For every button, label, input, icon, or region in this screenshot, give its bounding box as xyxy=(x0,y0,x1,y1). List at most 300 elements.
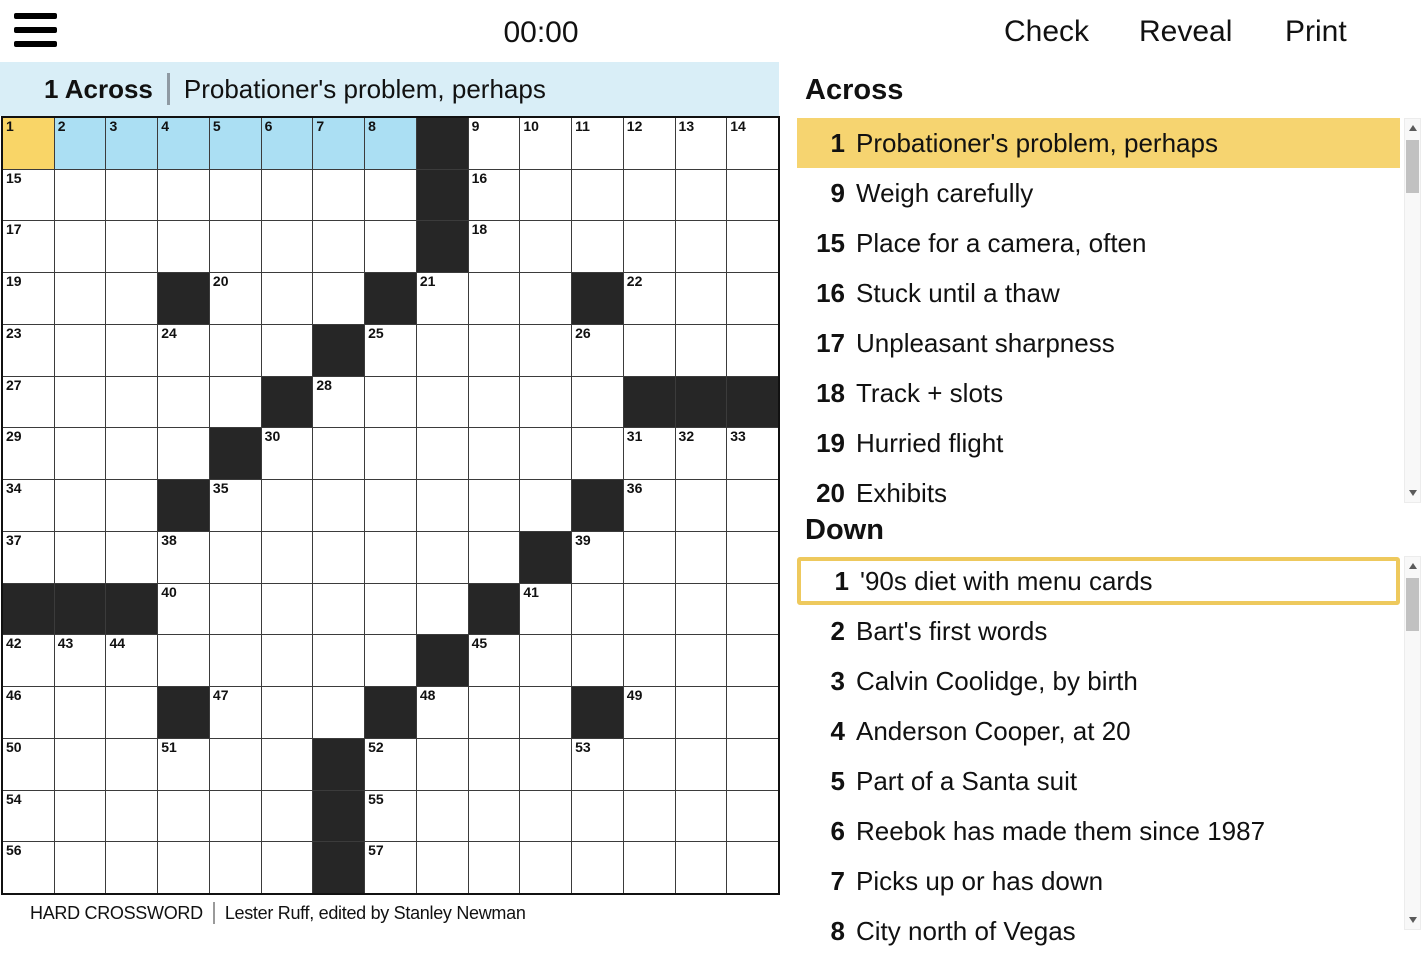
reveal-button[interactable]: Reveal xyxy=(1139,15,1233,48)
grid-cell-5-12[interactable] xyxy=(572,325,623,376)
cell-number: 32 xyxy=(678,428,695,445)
grid-cell-11-3[interactable] xyxy=(106,635,157,686)
scroll-up-icon[interactable] xyxy=(1405,558,1420,574)
grid-cell-6-1[interactable] xyxy=(3,377,54,428)
cell-number: 28 xyxy=(316,376,332,393)
grid-cell-1-7[interactable] xyxy=(313,118,364,169)
black-cell-2-9 xyxy=(417,170,468,221)
grid-cell-12-6[interactable] xyxy=(262,687,313,738)
clue-text: Stuck until a thaw xyxy=(856,277,1060,308)
clue-text: Reebok has made them since 1987 xyxy=(856,815,1266,846)
across-clue-19[interactable] xyxy=(797,418,1400,468)
grid-cell-7-7[interactable] xyxy=(313,428,364,479)
clue-number: 16 xyxy=(816,277,845,308)
clue-number: 17 xyxy=(816,327,845,358)
cell-number: 16 xyxy=(471,169,488,186)
grid-cell-2-11[interactable] xyxy=(520,170,571,221)
grid-cell-9-5[interactable] xyxy=(210,532,261,583)
check-button[interactable]: Check xyxy=(1004,15,1090,48)
cell-number: 27 xyxy=(6,376,22,393)
grid-cell-9-3[interactable] xyxy=(106,532,157,583)
crossword-grid xyxy=(1,116,780,895)
cell-number: 3 xyxy=(109,118,118,134)
across-clue-1[interactable] xyxy=(797,118,1400,168)
grid-cell-13-12[interactable] xyxy=(572,739,623,790)
grid-cell-3-6[interactable] xyxy=(262,221,313,272)
across-clue-15[interactable] xyxy=(797,218,1400,268)
grid-cell-12-2[interactable] xyxy=(55,687,106,738)
cell-number: 15 xyxy=(6,169,22,186)
across-clue-18[interactable] xyxy=(797,368,1400,418)
grid-cell-3-1[interactable] xyxy=(3,221,54,272)
grid-cell-14-1[interactable] xyxy=(3,791,54,842)
grid-cell-3-7[interactable] xyxy=(313,221,364,272)
clue-text: Place for a camera, often xyxy=(856,227,1147,258)
grid-cell-13-2[interactable] xyxy=(55,739,106,790)
grid-cell-7-11[interactable] xyxy=(520,428,571,479)
grid-cell-1-1[interactable] xyxy=(3,118,54,169)
grid-cell-2-10[interactable] xyxy=(469,170,520,221)
grid-cell-11-12[interactable] xyxy=(572,635,623,686)
grid-cell-2-3[interactable] xyxy=(106,170,157,221)
clue-text: Track + slots xyxy=(856,377,1004,408)
cell-number: 38 xyxy=(161,531,177,548)
grid-cell-5-10[interactable] xyxy=(469,325,520,376)
grid-cell-10-13[interactable] xyxy=(624,584,675,635)
across-scrollbar-thumb[interactable] xyxy=(1406,140,1419,193)
clue-number: 5 xyxy=(830,765,845,796)
grid-cell-14-10[interactable] xyxy=(469,791,520,842)
grid-cell-1-11[interactable] xyxy=(520,118,571,169)
clue-text: '90s diet with menu cards xyxy=(860,565,1153,596)
grid-cell-3-5[interactable] xyxy=(210,221,261,272)
grid-cell-9-12[interactable] xyxy=(572,532,623,583)
grid-cell-2-8[interactable] xyxy=(365,170,416,221)
grid-cell-10-5[interactable] xyxy=(210,584,261,635)
clue-text: Hurried flight xyxy=(856,427,1004,458)
down-clue-5[interactable] xyxy=(797,756,1400,806)
clue-number: 8 xyxy=(830,915,845,946)
grid-cell-11-1[interactable] xyxy=(3,635,54,686)
grid-cell-3-8[interactable] xyxy=(365,221,416,272)
grid-cell-1-12[interactable] xyxy=(572,118,623,169)
grid-cell-12-5[interactable] xyxy=(210,687,261,738)
grid-cell-11-13[interactable] xyxy=(624,635,675,686)
cell-number: 53 xyxy=(575,738,591,755)
grid-cell-9-13[interactable] xyxy=(624,532,675,583)
grid-cell-13-14[interactable] xyxy=(676,739,727,790)
black-cell-6-15 xyxy=(727,377,778,428)
grid-cell-2-14[interactable] xyxy=(676,170,727,221)
black-cell-4-8 xyxy=(365,273,416,324)
grid-cell-2-15[interactable] xyxy=(727,170,778,221)
scroll-up-icon[interactable] xyxy=(1405,120,1420,136)
grid-cell-5-9[interactable] xyxy=(417,325,468,376)
grid-cell-5-4[interactable] xyxy=(158,325,209,376)
down-clue-1[interactable] xyxy=(797,557,1400,605)
grid-cell-3-3[interactable] xyxy=(106,221,157,272)
grid-cell-11-8[interactable] xyxy=(365,635,416,686)
grid-cell-1-8[interactable] xyxy=(365,118,416,169)
grid-cell-9-2[interactable] xyxy=(55,532,106,583)
down-clue-7[interactable] xyxy=(797,856,1400,906)
grid-cell-2-6[interactable] xyxy=(262,170,313,221)
clue-text: Probationer's problem, perhaps xyxy=(856,127,1218,158)
black-cell-3-9 xyxy=(417,221,468,272)
grid-cell-7-3[interactable] xyxy=(106,428,157,479)
grid-cell-6-4[interactable] xyxy=(158,377,209,428)
grid-cell-5-11[interactable] xyxy=(520,325,571,376)
black-cell-14-7 xyxy=(313,791,364,842)
grid-cell-4-5[interactable] xyxy=(210,273,261,324)
grid-cell-14-8[interactable] xyxy=(365,791,416,842)
grid-cell-6-10[interactable] xyxy=(469,377,520,428)
grid-cell-14-3[interactable] xyxy=(106,791,157,842)
grid-cell-1-6[interactable] xyxy=(262,118,313,169)
grid-cell-4-11[interactable] xyxy=(520,273,571,324)
puzzle-attribution xyxy=(30,902,526,924)
grid-cell-3-12[interactable] xyxy=(572,221,623,272)
clue-text: Unpleasant sharpness xyxy=(856,327,1115,358)
grid-cell-15-6[interactable] xyxy=(262,842,313,893)
grid-cell-3-15[interactable] xyxy=(727,221,778,272)
grid-cell-12-13[interactable] xyxy=(624,687,675,738)
grid-cell-14-9[interactable] xyxy=(417,791,468,842)
grid-cell-15-14[interactable] xyxy=(676,842,727,893)
clue-number: 20 xyxy=(816,477,845,508)
grid-cell-5-14[interactable] xyxy=(676,325,727,376)
cell-number: 54 xyxy=(6,790,22,807)
cell-number: 48 xyxy=(419,687,436,704)
black-cell-15-7 xyxy=(313,842,364,893)
grid-cell-13-11[interactable] xyxy=(520,739,571,790)
grid-cell-14-5[interactable] xyxy=(210,791,261,842)
cell-number: 47 xyxy=(212,687,229,704)
grid-cell-10-14[interactable] xyxy=(676,584,727,635)
print-button[interactable]: Print xyxy=(1285,15,1347,48)
grid-cell-15-4[interactable] xyxy=(158,842,209,893)
grid-cell-8-6[interactable] xyxy=(262,480,313,531)
down-clue-8[interactable] xyxy=(797,906,1400,956)
grid-cell-14-2[interactable] xyxy=(55,791,106,842)
grid-cell-7-12[interactable] xyxy=(572,428,623,479)
grid-cell-7-9[interactable] xyxy=(417,428,468,479)
grid-cell-6-5[interactable] xyxy=(210,377,261,428)
grid-cell-13-9[interactable] xyxy=(417,739,468,790)
grid-cell-5-6[interactable] xyxy=(262,325,313,376)
grid-cell-14-4[interactable] xyxy=(158,791,209,842)
grid-cell-10-4[interactable] xyxy=(158,584,209,635)
grid-cell-8-3[interactable] xyxy=(106,480,157,531)
grid-cell-9-10[interactable] xyxy=(469,532,520,583)
grid-cell-15-1[interactable] xyxy=(3,842,54,893)
grid-cell-1-14[interactable] xyxy=(676,118,727,169)
grid-cell-12-11[interactable] xyxy=(520,687,571,738)
grid-cell-10-11[interactable] xyxy=(520,584,571,635)
grid-cell-11-15[interactable] xyxy=(727,635,778,686)
grid-cell-14-15[interactable] xyxy=(727,791,778,842)
clue-text: Exhibits xyxy=(856,477,948,508)
clue-text: Calvin Coolidge, by birth xyxy=(856,665,1138,696)
grid-cell-4-15[interactable] xyxy=(727,273,778,324)
grid-cell-1-3[interactable] xyxy=(106,118,157,169)
grid-cell-13-4[interactable] xyxy=(158,739,209,790)
grid-cell-2-13[interactable] xyxy=(624,170,675,221)
grid-cell-12-9[interactable] xyxy=(417,687,468,738)
grid-cell-9-4[interactable] xyxy=(158,532,209,583)
grid-cell-13-6[interactable] xyxy=(262,739,313,790)
grid-cell-3-14[interactable] xyxy=(676,221,727,272)
cell-number: 35 xyxy=(212,480,229,497)
cell-number: 57 xyxy=(368,842,384,859)
cell-number: 23 xyxy=(6,324,22,341)
cell-number: 9 xyxy=(471,118,480,134)
grid-cell-15-13[interactable] xyxy=(624,842,675,893)
grid-cell-11-11[interactable] xyxy=(520,635,571,686)
grid-cell-3-11[interactable] xyxy=(520,221,571,272)
grid-cell-10-15[interactable] xyxy=(727,584,778,635)
grid-cell-15-11[interactable] xyxy=(520,842,571,893)
cell-number: 10 xyxy=(523,118,539,134)
grid-cell-12-10[interactable] xyxy=(469,687,520,738)
menu-hamburger-icon[interactable] xyxy=(14,13,57,48)
grid-cell-13-5[interactable] xyxy=(210,739,261,790)
cell-number: 19 xyxy=(6,273,22,290)
grid-cell-12-7[interactable] xyxy=(313,687,364,738)
grid-cell-4-10[interactable] xyxy=(469,273,520,324)
grid-cell-3-10[interactable] xyxy=(469,221,520,272)
black-cell-8-12 xyxy=(572,480,623,531)
grid-cell-1-10[interactable] xyxy=(469,118,520,169)
cell-number: 13 xyxy=(678,118,695,134)
cell-number: 43 xyxy=(57,635,74,652)
grid-cell-8-13[interactable] xyxy=(624,480,675,531)
cell-number: 14 xyxy=(730,118,746,134)
grid-cell-1-15[interactable] xyxy=(727,118,778,169)
grid-cell-7-14[interactable] xyxy=(676,428,727,479)
grid-cell-8-11[interactable] xyxy=(520,480,571,531)
cell-number: 2 xyxy=(57,118,66,134)
grid-cell-6-2[interactable] xyxy=(55,377,106,428)
grid-cell-4-3[interactable] xyxy=(106,273,157,324)
cell-number: 17 xyxy=(6,221,22,238)
grid-cell-5-1[interactable] xyxy=(3,325,54,376)
footer-divider xyxy=(213,902,215,924)
across-scrollbar[interactable] xyxy=(1404,118,1421,503)
clue-text: City north of Vegas xyxy=(856,915,1076,946)
grid-cell-13-15[interactable] xyxy=(727,739,778,790)
grid-cell-3-13[interactable] xyxy=(624,221,675,272)
grid-cell-9-7[interactable] xyxy=(313,532,364,583)
grid-cell-8-9[interactable] xyxy=(417,480,468,531)
puzzle-difficulty: HARD CROSSWORD xyxy=(30,902,203,923)
grid-cell-1-5[interactable] xyxy=(210,118,261,169)
grid-cell-2-4[interactable] xyxy=(158,170,209,221)
grid-cell-4-6[interactable] xyxy=(262,273,313,324)
down-scrollbar[interactable] xyxy=(1404,556,1421,930)
across-clue-20[interactable] xyxy=(797,468,1400,518)
grid-cell-7-2[interactable] xyxy=(55,428,106,479)
grid-cell-11-14[interactable] xyxy=(676,635,727,686)
grid-cell-11-7[interactable] xyxy=(313,635,364,686)
grid-cell-8-10[interactable] xyxy=(469,480,520,531)
grid-cell-7-10[interactable] xyxy=(469,428,520,479)
grid-cell-10-6[interactable] xyxy=(262,584,313,635)
grid-cell-10-7[interactable] xyxy=(313,584,364,635)
down-scrollbar-thumb[interactable] xyxy=(1406,578,1419,631)
scroll-down-icon[interactable] xyxy=(1405,485,1420,501)
grid-cell-14-12[interactable] xyxy=(572,791,623,842)
grid-cell-3-2[interactable] xyxy=(55,221,106,272)
down-clue-4[interactable] xyxy=(797,706,1400,756)
grid-cell-11-5[interactable] xyxy=(210,635,261,686)
cell-number: 45 xyxy=(471,635,488,652)
grid-cell-6-3[interactable] xyxy=(106,377,157,428)
grid-cell-2-5[interactable] xyxy=(210,170,261,221)
grid-cell-3-4[interactable] xyxy=(158,221,209,272)
grid-cell-4-14[interactable] xyxy=(676,273,727,324)
across-clue-16[interactable] xyxy=(797,268,1400,318)
clue-bar-divider xyxy=(167,73,170,105)
grid-cell-7-6[interactable] xyxy=(262,428,313,479)
grid-cell-11-2[interactable] xyxy=(55,635,106,686)
clue-number: 19 xyxy=(816,427,845,458)
grid-cell-10-8[interactable] xyxy=(365,584,416,635)
grid-cell-5-5[interactable] xyxy=(210,325,261,376)
grid-cell-15-15[interactable] xyxy=(727,842,778,893)
grid-cell-13-1[interactable] xyxy=(3,739,54,790)
grid-cell-12-1[interactable] xyxy=(3,687,54,738)
grid-cell-2-1[interactable] xyxy=(3,170,54,221)
down-clue-2[interactable] xyxy=(797,606,1400,656)
grid-cell-4-13[interactable] xyxy=(624,273,675,324)
cell-number: 55 xyxy=(368,790,384,807)
black-cell-12-12 xyxy=(572,687,623,738)
grid-cell-15-3[interactable] xyxy=(106,842,157,893)
down-clue-6[interactable] xyxy=(797,806,1400,856)
grid-cell-15-9[interactable] xyxy=(417,842,468,893)
grid-cell-2-12[interactable] xyxy=(572,170,623,221)
grid-cell-15-5[interactable] xyxy=(210,842,261,893)
black-cell-10-2 xyxy=(55,584,106,635)
grid-cell-12-3[interactable] xyxy=(106,687,157,738)
grid-cell-15-8[interactable] xyxy=(365,842,416,893)
grid-cell-8-2[interactable] xyxy=(55,480,106,531)
grid-cell-12-15[interactable] xyxy=(727,687,778,738)
grid-cell-4-9[interactable] xyxy=(417,273,468,324)
grid-cell-2-7[interactable] xyxy=(313,170,364,221)
grid-cell-9-8[interactable] xyxy=(365,532,416,583)
scroll-down-icon[interactable] xyxy=(1405,912,1420,928)
grid-cell-8-5[interactable] xyxy=(210,480,261,531)
grid-cell-13-10[interactable] xyxy=(469,739,520,790)
grid-cell-8-8[interactable] xyxy=(365,480,416,531)
grid-cell-14-14[interactable] xyxy=(676,791,727,842)
grid-cell-5-8[interactable] xyxy=(365,325,416,376)
grid-cell-8-7[interactable] xyxy=(313,480,364,531)
grid-cell-13-3[interactable] xyxy=(106,739,157,790)
grid-cell-10-9[interactable] xyxy=(417,584,468,635)
grid-cell-8-14[interactable] xyxy=(676,480,727,531)
clue-text: Weigh carefully xyxy=(856,177,1034,208)
grid-cell-14-13[interactable] xyxy=(624,791,675,842)
grid-cell-14-11[interactable] xyxy=(520,791,571,842)
down-section-heading: Down xyxy=(805,514,884,546)
grid-cell-6-9[interactable] xyxy=(417,377,468,428)
grid-cell-11-6[interactable] xyxy=(262,635,313,686)
grid-cell-6-7[interactable] xyxy=(313,377,364,428)
grid-cell-4-2[interactable] xyxy=(55,273,106,324)
grid-cell-13-13[interactable] xyxy=(624,739,675,790)
clue-text: Anderson Cooper, at 20 xyxy=(856,715,1131,746)
clue-number: 1 xyxy=(834,565,849,596)
grid-cell-7-15[interactable] xyxy=(727,428,778,479)
black-cell-10-10 xyxy=(469,584,520,635)
cell-number: 39 xyxy=(575,531,591,548)
grid-cell-15-10[interactable] xyxy=(469,842,520,893)
grid-cell-9-1[interactable] xyxy=(3,532,54,583)
grid-cell-13-8[interactable] xyxy=(365,739,416,790)
grid-cell-6-8[interactable] xyxy=(365,377,416,428)
grid-cell-7-8[interactable] xyxy=(365,428,416,479)
cell-number: 51 xyxy=(161,738,177,755)
grid-cell-6-12[interactable] xyxy=(572,377,623,428)
clue-number: 2 xyxy=(830,615,845,646)
grid-cell-1-2[interactable] xyxy=(55,118,106,169)
grid-cell-8-15[interactable] xyxy=(727,480,778,531)
grid-cell-4-1[interactable] xyxy=(3,273,54,324)
grid-cell-4-7[interactable] xyxy=(313,273,364,324)
grid-cell-12-14[interactable] xyxy=(676,687,727,738)
grid-cell-9-6[interactable] xyxy=(262,532,313,583)
clue-number: 9 xyxy=(830,177,845,208)
cell-number: 30 xyxy=(264,428,281,445)
black-cell-6-14 xyxy=(676,377,727,428)
clue-number: 7 xyxy=(830,865,845,896)
grid-cell-5-13[interactable] xyxy=(624,325,675,376)
grid-cell-8-1[interactable] xyxy=(3,480,54,531)
grid-cell-14-6[interactable] xyxy=(262,791,313,842)
grid-cell-15-12[interactable] xyxy=(572,842,623,893)
cell-number: 18 xyxy=(471,221,488,238)
down-clue-3[interactable] xyxy=(797,656,1400,706)
across-clue-17[interactable] xyxy=(797,318,1400,368)
grid-cell-9-14[interactable] xyxy=(676,532,727,583)
grid-cell-15-2[interactable] xyxy=(55,842,106,893)
grid-cell-1-4[interactable] xyxy=(158,118,209,169)
grid-cell-7-4[interactable] xyxy=(158,428,209,479)
cell-number: 50 xyxy=(6,738,22,755)
grid-cell-11-4[interactable] xyxy=(158,635,209,686)
grid-cell-9-15[interactable] xyxy=(727,532,778,583)
grid-cell-10-12[interactable] xyxy=(572,584,623,635)
grid-cell-2-2[interactable] xyxy=(55,170,106,221)
grid-cell-9-9[interactable] xyxy=(417,532,468,583)
clue-number: 6 xyxy=(830,815,845,846)
grid-cell-11-10[interactable] xyxy=(469,635,520,686)
grid-cell-7-13[interactable] xyxy=(624,428,675,479)
grid-cell-6-11[interactable] xyxy=(520,377,571,428)
down-clue-list xyxy=(797,556,1400,946)
across-clue-9[interactable] xyxy=(797,168,1400,218)
grid-cell-1-13[interactable] xyxy=(624,118,675,169)
grid-cell-5-3[interactable] xyxy=(106,325,157,376)
grid-cell-7-1[interactable] xyxy=(3,428,54,479)
cell-number: 29 xyxy=(6,428,22,445)
cell-number: 37 xyxy=(6,531,22,548)
grid-cell-5-15[interactable] xyxy=(727,325,778,376)
grid-cell-5-2[interactable] xyxy=(55,325,106,376)
